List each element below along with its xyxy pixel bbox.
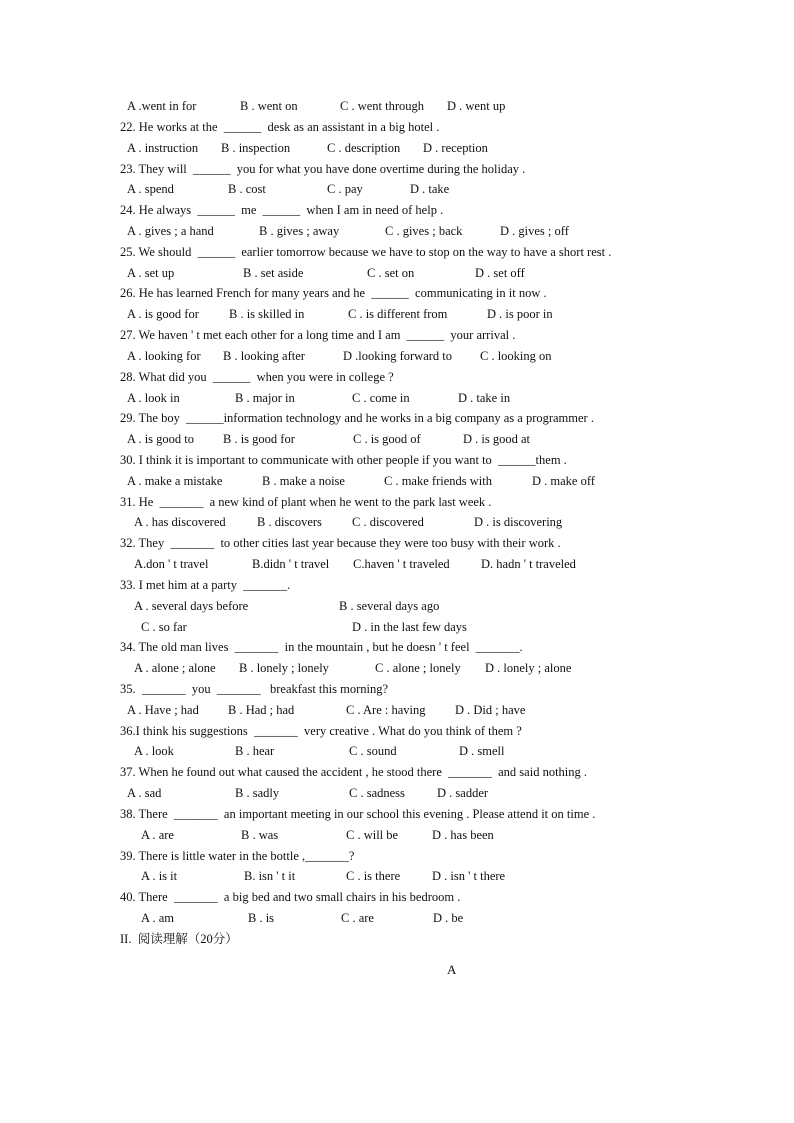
option-d: D . went up (447, 99, 506, 113)
question-text: 33. I met him at a party _______. (120, 577, 291, 592)
question-text: 37. When he found out what caused the accident , he stood there _______ and said nothing . (120, 765, 588, 780)
option-a: A . gives ; a hand (127, 223, 214, 238)
question-text: 28. What did you ______ when you were in college ? (120, 369, 394, 384)
option-c: C . is good of (353, 432, 421, 447)
option-d: D . is good at (463, 432, 531, 447)
option-c: C . sadness (349, 786, 405, 801)
question-text: 35. _______ you _______ breakfast this morning? (120, 682, 389, 696)
option-c: C . is different from (348, 307, 448, 322)
section-title: II. 阅读理解（20分） (120, 931, 238, 946)
option-d: D . smell (459, 744, 505, 759)
option-b: B . is (248, 911, 275, 925)
option-b: B . cost (228, 182, 266, 197)
option-b: B . was (241, 827, 279, 842)
option-d: D . take (410, 182, 450, 197)
option-a: A . instruction (127, 140, 199, 155)
option-a: A . make a mistake (127, 473, 223, 488)
option-b: B . major in (235, 390, 295, 405)
question-text: 25. We should ______ earlier tomorrow because we have to stop on the way to have a short rest . (120, 244, 612, 259)
option-d: D . isn ' t there (432, 869, 506, 884)
option-b: B. isn ' t it (244, 869, 296, 884)
option-b: B . gives ; away (259, 223, 340, 238)
option-a: A . are (141, 827, 174, 842)
option-c: C . gives ; back (385, 223, 463, 238)
option-a: A .went in for (127, 99, 197, 113)
option-b: B . went on (240, 99, 298, 113)
question-text: 27. We haven ' t met each other for a long time and I am ______ your arrival . (120, 328, 516, 342)
option-a: A . is good for (127, 307, 199, 322)
question-text: 26. He has learned French for many years and he ______ communicating in it now . (120, 286, 547, 301)
option-c: D .looking forward to (343, 348, 453, 363)
option-c: C . make friends with (384, 473, 492, 488)
option-d: D. hadn ' t traveled (481, 557, 576, 571)
option-c: C.haven ' t traveled (353, 557, 450, 571)
option-b: B.didn ' t travel (252, 557, 330, 571)
option-d: D . set off (475, 265, 525, 280)
option-d: D . be (433, 911, 464, 925)
option-b: B . make a noise (262, 473, 345, 488)
option-c: C . pay (327, 182, 363, 197)
option-d: D . gives ; off (500, 223, 569, 238)
option-c: C . are (341, 911, 374, 925)
option-b: B . sadly (235, 786, 280, 801)
option-a: A.don ' t travel (134, 557, 209, 571)
option-d: D . lonely ; alone (485, 661, 572, 676)
option-c: C . went through (340, 99, 425, 113)
option-d: D . is discovering (474, 515, 563, 530)
option-d: D . make off (532, 473, 595, 488)
option-a: A . is good to (127, 432, 195, 447)
option-a: A . set up (127, 265, 175, 280)
question-text: 30. I think it is important to communicate with other people if you want to ______them . (120, 452, 567, 467)
question-text: 23. They will ______ you for what you have done overtime during the holiday . (120, 161, 526, 176)
option-a: A . looking for (127, 348, 201, 363)
option-a: A . alone ; alone (134, 661, 216, 676)
option-c: C . will be (346, 827, 399, 842)
question-text: 36.I think his suggestions _______ very creative . What do you think of them ? (120, 723, 522, 738)
option-b: D . in the last few days (352, 619, 467, 634)
option-a: A . spend (127, 182, 174, 197)
option-c: C . come in (352, 390, 410, 405)
option-d: D . take in (458, 390, 511, 405)
option-b: B . looking after (223, 348, 305, 363)
option-d: D . reception (423, 140, 488, 155)
passage-label: A (447, 962, 457, 977)
option-a: C . so far (141, 619, 187, 634)
option-b: B . set aside (243, 265, 304, 280)
option-c: C . description (327, 140, 401, 155)
option-d: D . sadder (437, 786, 489, 801)
question-text: 39. There is little water in the bottle ,_______? (120, 848, 355, 863)
question-text: 40. There _______ a big bed and two small chairs in his bedroom . (120, 890, 461, 905)
option-b: B . Had ; had (228, 702, 295, 717)
option-a: A . Have ; had (127, 702, 199, 717)
option-c: C . discovered (352, 515, 424, 530)
option-d: D . is poor in (487, 307, 553, 322)
option-d: D . Did ; have (455, 702, 526, 717)
option-b: B . several days ago (339, 598, 440, 613)
question-text: 31. He _______ a new kind of plant when he went to the park last week . (120, 494, 492, 509)
option-a: A . several days before (134, 598, 249, 613)
question-text: 24. He always ______ me ______ when I am in need of help . (120, 203, 444, 218)
option-a: A . look (134, 744, 174, 759)
option-a: A . am (141, 911, 174, 925)
option-c: C . Are : having (346, 702, 426, 717)
option-b: B . is good for (223, 432, 295, 447)
question-text: 29. The boy ______information technology and he works in a big company as a programmer . (120, 411, 594, 426)
option-d: C . looking on (480, 348, 552, 363)
option-c: C . set on (367, 265, 415, 280)
option-d: D . has been (432, 827, 494, 842)
option-a: A . look in (127, 390, 180, 405)
question-text: 38. There _______ an important meeting in our school this evening . Please attend it on time . (120, 806, 596, 821)
option-a: A . sad (127, 786, 162, 801)
option-a: A . is it (141, 869, 178, 884)
option-b: B . hear (235, 744, 275, 759)
question-text: 32. They _______ to other cities last year because they were too busy with their work . (120, 536, 561, 551)
option-b: B . discovers (257, 515, 322, 530)
option-c: C . is there (346, 869, 401, 884)
option-c: C . alone ; lonely (375, 661, 461, 676)
option-a: A . has discovered (134, 515, 226, 530)
question-text: 34. The old man lives _______ in the mountain , but he doesn ' t feel _______. (120, 640, 523, 655)
option-b: B . is skilled in (229, 307, 305, 322)
option-b: B . inspection (221, 140, 291, 155)
option-b: B . lonely ; lonely (239, 661, 329, 676)
option-c: C . sound (349, 744, 397, 759)
question-text: 22. He works at the ______ desk as an assistant in a big hotel . (120, 119, 440, 134)
